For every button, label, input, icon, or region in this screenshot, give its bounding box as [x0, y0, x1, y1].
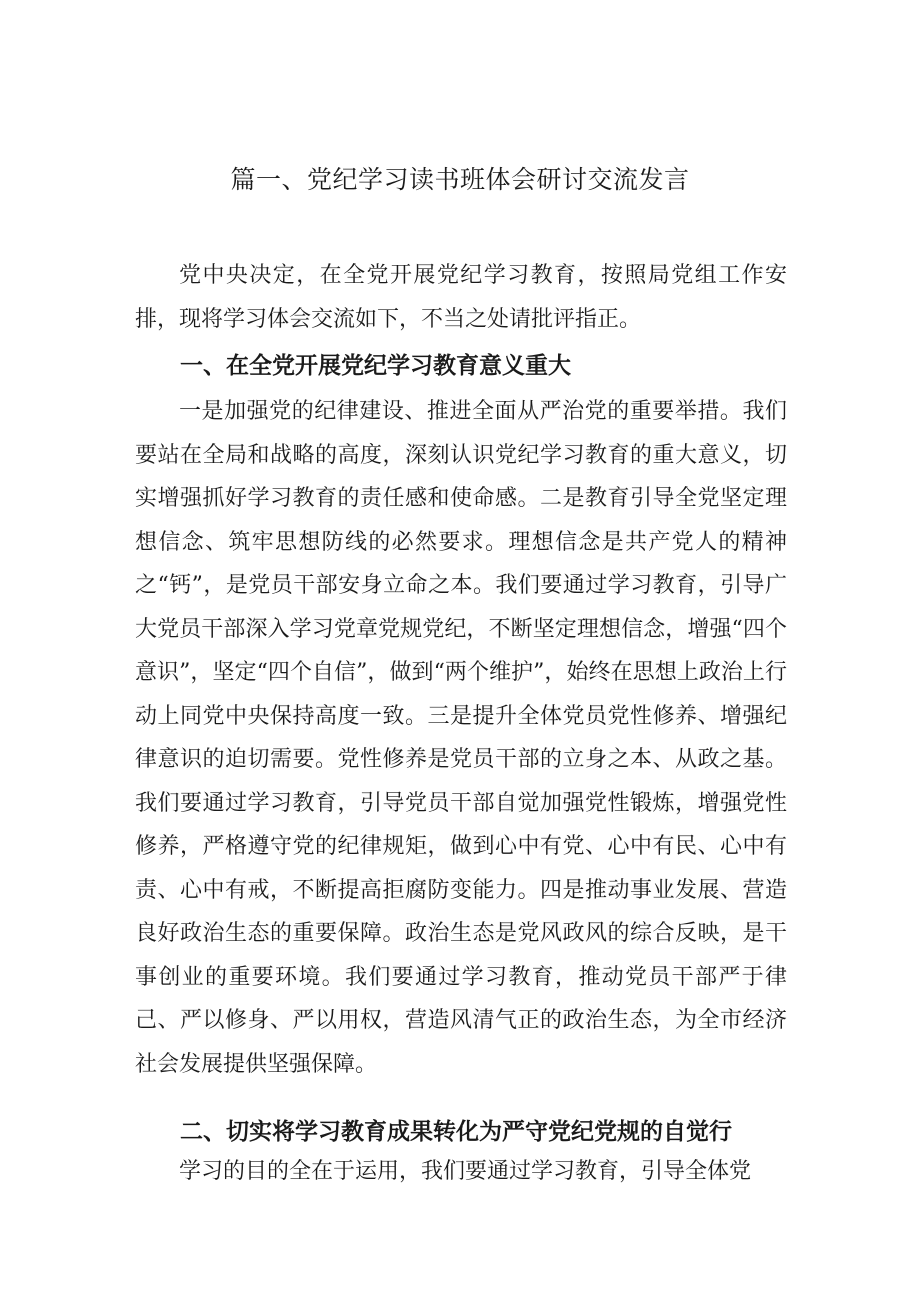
- section-2-paragraph: 学习的目的全在于运用，我们要通过学习教育，引导全体党: [179, 1159, 752, 1184]
- section-2-heading: 二、切实将学习教育成果转化为严守党纪党规的自觉行: [180, 1119, 732, 1145]
- section-1-heading: 一、在全党开展党纪学习教育意义重大: [180, 353, 571, 379]
- section-1-paragraph: 一是加强党的纪律建设、推进全面从严治党的重要举措。我们要站在全局和战略的高度，深刻认识党纪学习教育的重大意义，切实增强抓好学习教育的责任感和使命感。二是教育引导全党坚定理想信念、筑牢思想防线的必然要求。理想信念是共产党人的精神之“钙”，是党员干部安身立命之本。我们要通过学习教育，引导广大党员干部深入学习党章党规党纪，不断坚定理想信念，增强“四个意识”，坚定“四个自信”，做到“两个维护”，始终在思想上政治上行动上同党中央保持高度一致。三是提升全体党员党性修养、增强纪律意识的迫切需要。党性修养是党员干部的立身之本、从政之基。我们要通过学习教育，引导党员干部自觉加强党性锻炼，增强党性修养，严格遵守党的纪律规矩，做到心中有党、心中有民、心中有责、心中有戒，不断提高拒腐防变能力。四是推动事业发展、营造良好政治生态的重要保障。政治生态是党风政风的综合反映，是干事创业的重要环境。我们要通过学习教育，推动党员干部严于律己、严以修身、严以用权，营造风清气正的政治生态，为全市经济社会发展提供坚强保障。: [135, 399, 787, 1077]
- intro-paragraph: 党中央决定，在全党开展党纪学习教育，按照局党组工作安排，现将学习体会交流如下，不当之处请批评指正。: [135, 263, 787, 332]
- document-title: 篇一、党纪学习读书班体会研讨交流发言: [230, 165, 690, 194]
